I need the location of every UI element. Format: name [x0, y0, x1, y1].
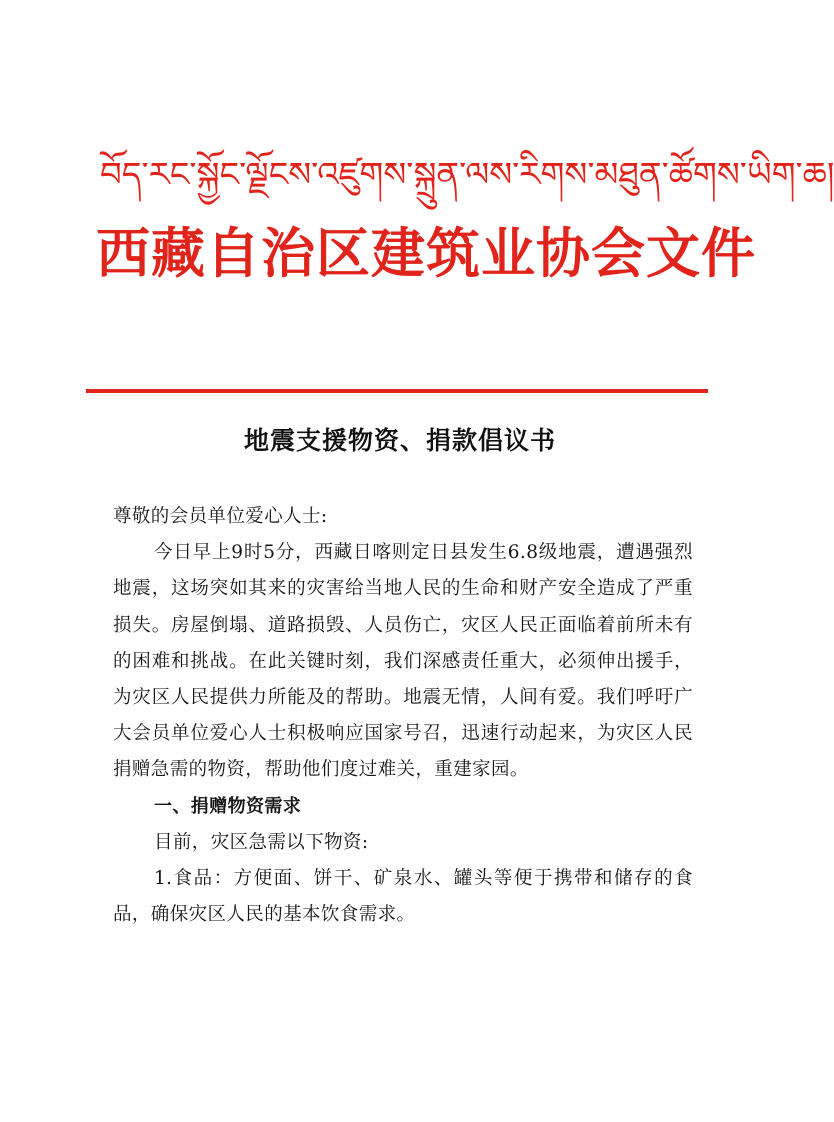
section-heading-donation-needs: 一、捐赠物资需求: [154, 795, 302, 817]
salutation: 尊敬的会员单位爱心人士:: [113, 506, 328, 527]
tibetan-org-name: བོད་རང་སྐྱོང་ལྗོངས་འཛུགས་སྐྲུན་ལས་རིགས་མཐུན་ཚོགས་ཡིག་ཆ།: [100, 155, 834, 195]
document-body: [113, 499, 693, 933]
document-title: 地震支援物资、捐款倡议书: [243, 426, 556, 455]
paragraph-intro: 今日早上9时5分，西藏日喀则定日县发生6.8级地震，遭遇强烈地震，这场突如其来的灾害给当地人民的生命和财产安全造成了严重损失。房屋倒塌、道路损毁、人员伤亡，灾区人民正面临着前所未有的困难和挑战。在此关键时刻，我们深感责任重大，必须伸出援手，为灾区人民提供力所能及的帮助。地震无情，人间有爱。我们呼吁广大会员单位爱心人士积极响应国家号召，迅速行动起来，为灾区人民捐赠急需的物资，帮助他们度过难关，重建家园。: [113, 542, 693, 781]
red-divider-line: [86, 389, 708, 393]
org-document-title: 西藏自治区建筑业协会文件: [96, 221, 756, 285]
section-intro: 目前，灾区急需以下物资:: [154, 831, 369, 853]
list-item-food: 1.食品：方便面、饼干、矿泉水、罐头等便于携带和储存的食品，确保灾区人民的基本饮食需求。: [113, 868, 693, 926]
